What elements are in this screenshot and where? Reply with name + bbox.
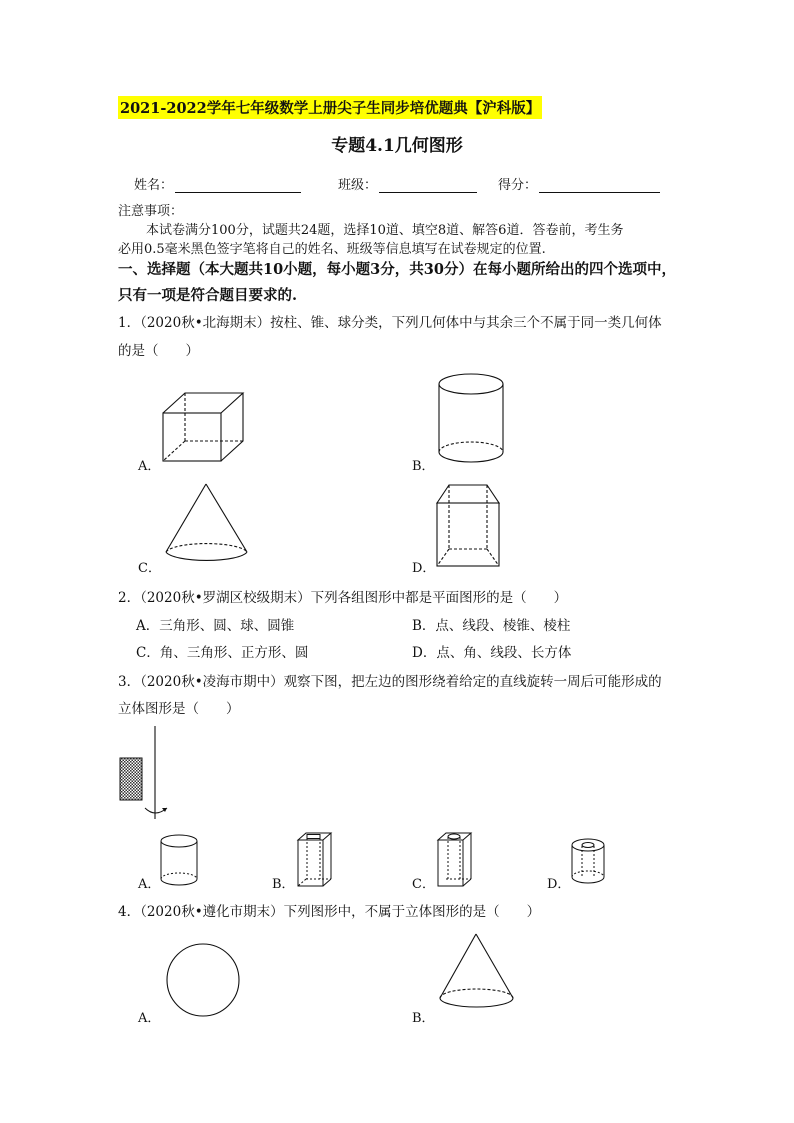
q3-hollow-cylinder-figure [570, 838, 610, 888]
circle-figure [164, 942, 244, 1022]
cone-figure [164, 482, 250, 570]
name-field[interactable] [134, 174, 301, 193]
q1-option-a[interactable]: A． [138, 459, 161, 474]
prism-figure [434, 483, 504, 573]
q3-option-a[interactable]: A． [138, 877, 161, 892]
header-banner: 2021-2022学年七年级数学上册尖子生同步培优题典【沪科版】 [118, 96, 542, 119]
q2-option-c[interactable]: C．角、三角形、正方形、圆 [136, 645, 309, 661]
q1-stem-1: 1．（2020秋•北海期末）按柱、锥、球分类，下列几何体中与其余三个不属于同一类几何体 [118, 315, 662, 331]
cylinder-figure [438, 372, 508, 467]
page-title: 专题4.1几何图形 [331, 136, 463, 156]
q2-option-b[interactable]: B．点、线段、棱锥、棱柱 [412, 618, 571, 634]
q4-option-b[interactable]: B． [412, 1011, 435, 1026]
q4-option-a[interactable]: A． [138, 1011, 161, 1026]
cube-figure [160, 390, 250, 465]
q1-option-b[interactable]: B． [412, 459, 435, 474]
q3-hollow-box-c-figure [436, 830, 476, 890]
q3-option-b[interactable]: B． [272, 877, 295, 892]
q1-stem-2: 的是（ ） [118, 343, 199, 359]
q2-option-d[interactable]: D．点、角、线段、长方体 [412, 645, 572, 661]
q1-option-d[interactable]: D． [412, 561, 436, 576]
rotation-figure [115, 722, 180, 822]
q2-option-a[interactable]: A．三角形、圆、球、圆锥 [136, 618, 295, 634]
class-field[interactable] [338, 174, 477, 193]
q3-stem-2: 立体图形是（ ） [118, 701, 240, 717]
q3-option-d[interactable]: D． [547, 877, 571, 892]
q3-hollow-box-b-figure [296, 830, 336, 890]
class-label: 班级： [338, 178, 378, 193]
section-heading-1: 一、选择题（本大题共10小题，每小题3分，共30分）在每小题所给出的四个选项中， [118, 261, 676, 278]
q3-cylinder-figure [160, 834, 202, 889]
score-field[interactable] [498, 174, 660, 193]
q4-cone-figure [438, 932, 518, 1017]
q2-stem: 2．（2020秋•罗湖区校级期末）下列各组图形中都是平面图形的是（ ） [118, 590, 568, 606]
q3-option-c[interactable]: C． [412, 877, 435, 892]
q3-stem-1: 3．（2020秋•凌海市期中）观察下图，把左边的图形绕着给定的直线旋转一周后可能形成的 [118, 674, 662, 690]
q4-stem: 4．（2020秋•遵化市期末）下列图形中，不属于立体图形的是（ ） [118, 904, 541, 920]
score-label: 得分： [498, 178, 538, 193]
q1-option-c[interactable]: C． [138, 561, 161, 576]
class-blank[interactable] [379, 178, 477, 193]
name-blank[interactable] [175, 178, 301, 193]
notice-heading: 注意事项： [118, 204, 184, 219]
name-label: 姓名： [134, 178, 174, 193]
section-heading-2: 只有一项是符合题目要求的. [118, 287, 298, 304]
notice-line-1: 本试卷满分100分，试题共24题，选择10道、填空8道、解答6道．答卷前，考生务 [146, 223, 624, 238]
score-blank[interactable] [539, 178, 660, 193]
notice-line-2: 必用0.5毫米黑色签字笔将自己的姓名、班级等信息填写在试卷规定的位置. [118, 242, 546, 257]
